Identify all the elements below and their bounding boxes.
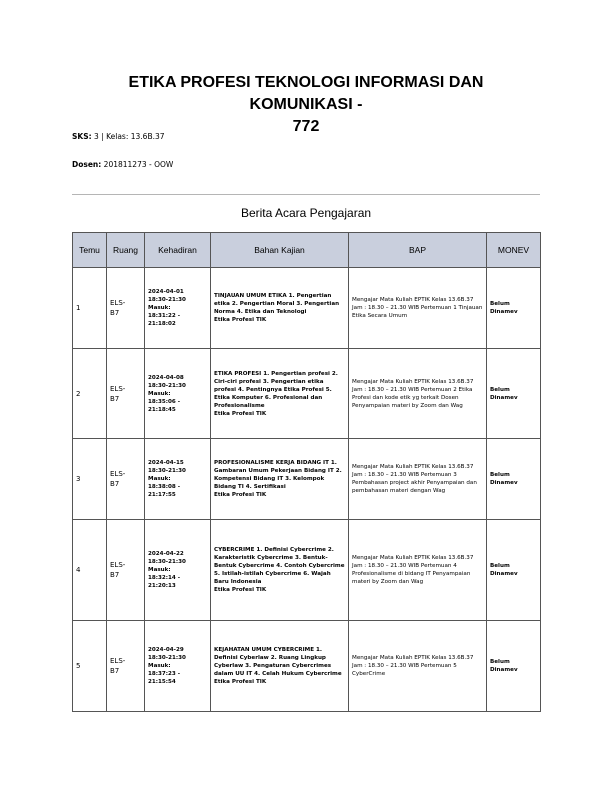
cell-ruang: ELS- B7 <box>107 520 145 621</box>
dosen-line <box>72 160 173 169</box>
cell-ruang: ELS- B7 <box>107 268 145 349</box>
cell-monev: Belum Dinamev <box>487 349 541 439</box>
course-title-line2: 772 <box>292 118 320 135</box>
course-title-line1: ETIKA PROFESI TEKNOLOGI INFORMASI DAN KOMUNIKASI - <box>128 74 484 113</box>
divider <box>72 194 540 195</box>
cell-bap: Mengajar Mata Kuliah EPTIK Kelas 13.6B.37 Jam : 18.30 – 21.30 WIB Pertemuan 4 Profesionalisme di bidang IT Penyampaian materi by Zoom dan Wag <box>349 520 487 621</box>
cell-monev: Belum Dinamev <box>487 268 541 349</box>
cell-ruang: ELS- B7 <box>107 349 145 439</box>
cell-kehadiran: 2024-04-15 18:30-21:30 Masuk: 18:38:08 - 21:17:55 <box>145 439 211 520</box>
header-monev: MONEV <box>487 233 541 268</box>
table-row <box>73 268 541 349</box>
cell-kehadiran: 2024-04-22 18:30-21:30 Masuk: 18:32:14 - 21:20:13 <box>145 520 211 621</box>
table-row <box>73 621 541 712</box>
sks-line <box>72 132 165 141</box>
header-bap: BAP <box>349 233 487 268</box>
cell-ruang: ELS- B7 <box>107 439 145 520</box>
sks-label: SKS: <box>72 132 92 141</box>
cell-kehadiran: 2024-04-01 18:30-21:30 Masuk: 18:31:22 - 21:18:02 <box>145 268 211 349</box>
cell-ruang: ELS- B7 <box>107 621 145 712</box>
cell-temu: 5 <box>73 621 107 712</box>
cell-temu: 1 <box>73 268 107 349</box>
cell-bahan-kajian: CYBERCRIME 1. Definisi Cybercrime 2. Karakteristik Cybercrime 3. Bentuk-Bentuk Cybercrime 4. Contoh Cybercrime 5. Istilah-istilah Cybercrime 6. Wajah Baru Indonesia Etika Profesi TIK <box>211 520 349 621</box>
table-row <box>73 520 541 621</box>
cell-kehadiran: 2024-04-29 18:30-21:30 Masuk: 18:37:23 - 21:15:54 <box>145 621 211 712</box>
cell-monev: Belum Dinamev <box>487 439 541 520</box>
cell-bap: Mengajar Mata Kuliah EPTIK Kelas 13.6B.37 Jam : 18.30 – 21.30 WIB Pertemuan 3 Pembahasan project akhir Penyampaian dan pembahasan materi dengan Wag <box>349 439 487 520</box>
table-row <box>73 439 541 520</box>
section-title: Berita Acara Pengajaran <box>240 206 372 220</box>
cell-temu: 2 <box>73 349 107 439</box>
header-bahan-kajian: Bahan Kajian <box>211 233 349 268</box>
cell-bahan-kajian: KEJAHATAN UMUM CYBERCRIME 1. Definisi Cyberlaw 2. Ruang Lingkup Cyberlaw 3. Pengaturan Cybercrimes dalam UU IT 4. Celah Hukum Cybercrime Etika Profesi TIK <box>211 621 349 712</box>
bap-table <box>72 232 541 712</box>
cell-bap: Mengajar Mata Kuliah EPTIK Kelas 13.6B.37 Jam : 18.30 – 21.30 WIB Pertemuan 2 Etika Profesi dan kode etik yg terkait Dosen Penyampaian materi by Zoom dan Wag <box>349 349 487 439</box>
header-kehadiran: Kehadiran <box>145 233 211 268</box>
cell-monev: Belum Dinamev <box>487 621 541 712</box>
cell-temu: 3 <box>73 439 107 520</box>
dosen-value: 201811273 - OOW <box>103 160 174 169</box>
cell-bap: Mengajar Mata Kuliah EPTIK Kelas 13.6B.37 Jam : 18.30 – 21.30 WIB Pertemuan 1 Tinjauan Etika Secara Umum <box>349 268 487 349</box>
dosen-label: Dosen: <box>72 160 102 169</box>
cell-kehadiran: 2024-04-08 18:30-21:30 Masuk: 18:35:06 - 21:18:45 <box>145 349 211 439</box>
table-header-row <box>73 233 541 268</box>
cell-monev: Belum Dinamev <box>487 520 541 621</box>
cell-bahan-kajian: ETIKA PROFESI 1. Pengertian profesi 2. Ciri-ciri profesi 3. Pengertian etika profesi 4. Pentingnya Etika Profesi 5. Etika Komputer 6. Profesional dan Profesionalisme Etika Profesi TIK <box>211 349 349 439</box>
course-title <box>76 72 536 138</box>
cell-bahan-kajian: TINJAUAN UMUM ETIKA 1. Pengertian etika 2. Pengertian Moral 3. Pengertian Norma 4. Etika dan Teknologi Etika Profesi TIK <box>211 268 349 349</box>
cell-bahan-kajian: PROFESIONALISME KERJA BIDANG IT 1. Gambaran Umum Pekerjaan Bidang IT 2. Kompetensi Bidang IT 3. Kelompok Bidang TI 4. Sertifikasi Etika Profesi TIK <box>211 439 349 520</box>
cell-temu: 4 <box>73 520 107 621</box>
header-ruang: Ruang <box>107 233 145 268</box>
cell-bap: Mengajar Mata Kuliah EPTIK Kelas 13.6B.37 Jam : 18.30 – 21.30 WIB Pertemuan 5 CyberCrime <box>349 621 487 712</box>
header-temu: Temu <box>73 233 107 268</box>
table-row <box>73 349 541 439</box>
sks-value: 3 | Kelas: 13.6B.37 <box>94 132 165 141</box>
